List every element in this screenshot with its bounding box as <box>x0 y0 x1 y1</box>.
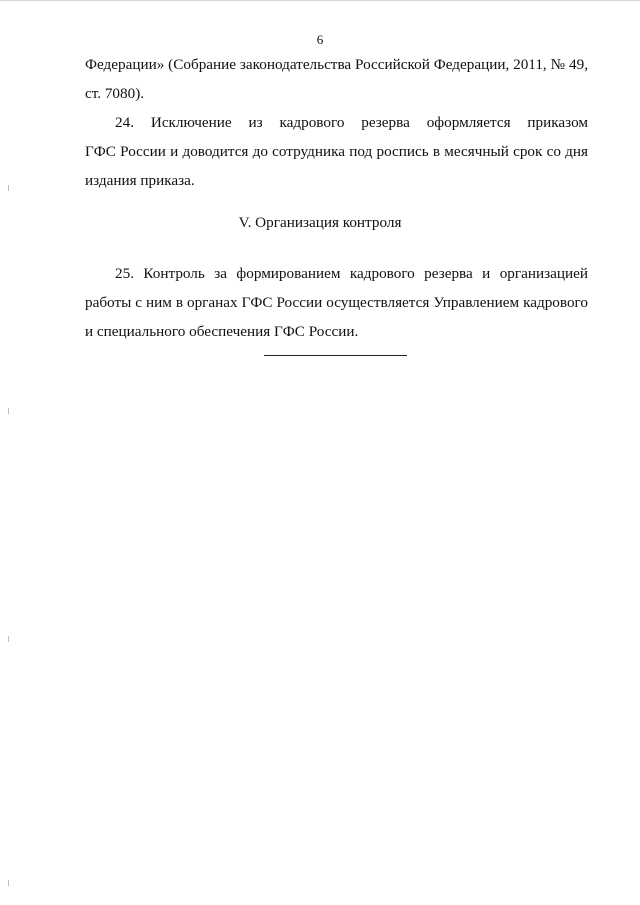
continuation-paragraph <box>85 50 588 108</box>
section-heading: V. Организация контроля <box>238 214 402 231</box>
text-line: Федерации» (Собрание законодательства Российской Федерации, 2011, № 49, <box>85 56 588 73</box>
text-line: работы с ним в органах ГФС России осуществляется Управлением кадрового <box>85 294 588 311</box>
text-line: ст. 7080). <box>85 85 145 102</box>
end-of-document-rule <box>264 355 407 356</box>
scan-tick-mark <box>8 185 9 191</box>
item-24-paragraph <box>85 108 588 195</box>
text-line: издания приказа. <box>85 172 195 189</box>
text-line: 24. Исключение из кадрового резерва оформляется приказом <box>115 114 588 131</box>
item-25-paragraph <box>85 259 588 346</box>
text-line: 25. Контроль за формированием кадрового резерва и организацией <box>115 265 588 282</box>
scan-edge-top <box>0 0 640 4</box>
text-line: ГФС России и доводится до сотрудника под роспись в месячный срок со дня <box>85 143 588 160</box>
page-number: 6 <box>316 32 324 47</box>
scan-tick-mark <box>8 636 9 642</box>
scan-tick-mark <box>8 880 9 886</box>
scan-tick-mark <box>8 408 9 414</box>
text-line: и специального обеспечения ГФС России. <box>85 323 359 340</box>
